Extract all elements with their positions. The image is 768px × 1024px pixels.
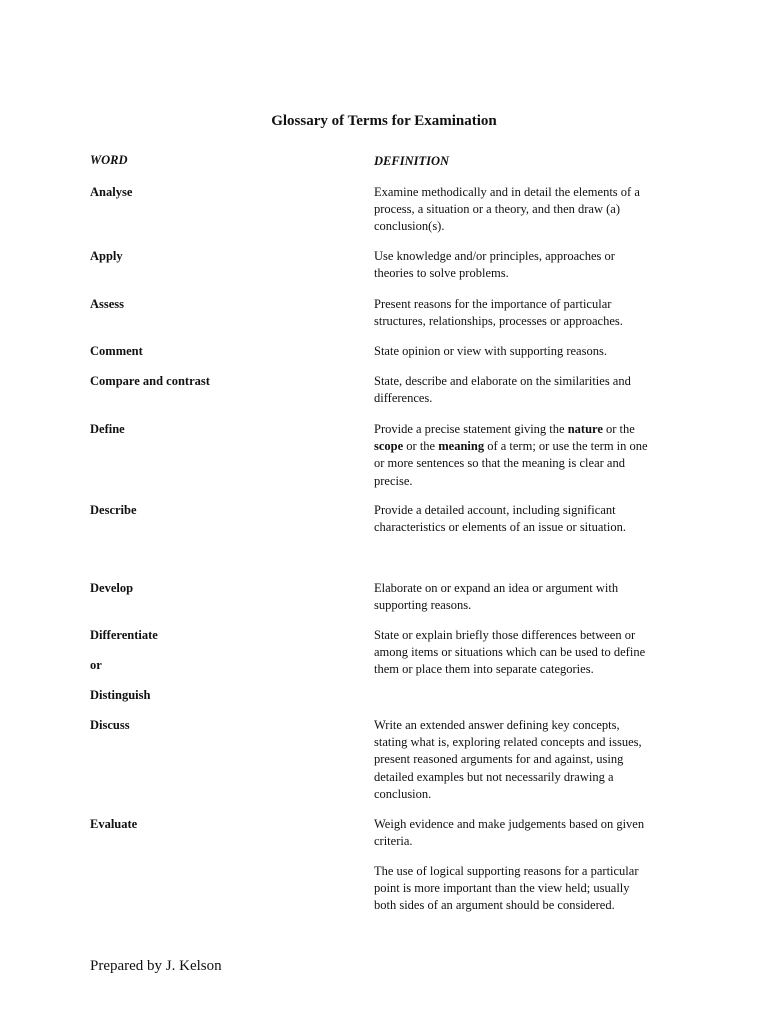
definition-develop: Elaborate on or expand an idea or argument with supporting reasons. [374, 581, 619, 613]
definition-column-header: DEFINITION [374, 154, 450, 168]
define-emphasis-scope: scope [374, 439, 404, 454]
term-discuss: Discuss [90, 718, 130, 732]
page-title: Glossary of Terms for Examination [271, 113, 497, 129]
define-text-2: or the [602, 422, 635, 436]
definition-differentiate: State or explain briefly those differences between or among items or situations which can be used to define them or place them into separate categories. [374, 628, 646, 677]
term-describe: Describe [90, 503, 137, 517]
define-emphasis-nature: nature [567, 422, 603, 436]
define-emphasis-meaning: meaning [438, 439, 485, 454]
definition-define [374, 421, 654, 490]
footer-prepared-by: Prepared by J. Kelson [90, 958, 222, 974]
definition-evaluate-extra: The use of logical supporting reasons for a particular point is more important than the view held; usually both sides of an argument should be considered. [374, 864, 639, 913]
term-analyse: Analyse [90, 185, 133, 199]
term-develop: Develop [90, 581, 134, 595]
definition-compare-and-contrast: State, describe and elaborate on the similarities and differences. [374, 374, 631, 406]
definition-evaluate: Weigh evidence and make judgements based on given criteria. [374, 817, 645, 849]
definition-comment: State opinion or view with supporting reasons. [374, 344, 607, 358]
definition-discuss: Write an extended answer defining key concepts, stating what is, exploring related concepts and issues, present reasoned arguments for and against, using detailed examples but not necessarily drawing a conclusion. [374, 718, 642, 801]
term-differentiate: Differentiate [90, 628, 158, 642]
term-assess: Assess [90, 297, 125, 311]
define-text-3: or the [403, 439, 439, 454]
definition-analyse: Examine methodically and in detail the elements of a process, a situation or a theory, and then draw (a) conclusion(s). [374, 185, 640, 234]
word-column-header: WORD [90, 153, 128, 167]
definition-apply: Use knowledge and/or principles, approaches or theories to solve problems. [374, 249, 615, 281]
term-apply: Apply [90, 249, 123, 263]
define-text-4: of a term; or use the term in one or more sentences so that the meaning is clear and precise. [374, 439, 648, 488]
term-compare-and-contrast: Compare and contrast [90, 374, 210, 388]
term-distinguish: Distinguish [90, 688, 151, 702]
definition-assess: Present reasons for the importance of particular structures, relationships, processes or approaches. [374, 297, 623, 329]
term-evaluate: Evaluate [90, 817, 138, 831]
define-text-1: Provide a precise statement giving the [374, 422, 568, 436]
term-comment: Comment [90, 344, 143, 358]
definition-describe: Provide a detailed account, including significant characteristics or elements of an issue or situation. [374, 503, 627, 535]
term-define: Define [90, 422, 125, 436]
term-or: or [90, 658, 102, 672]
